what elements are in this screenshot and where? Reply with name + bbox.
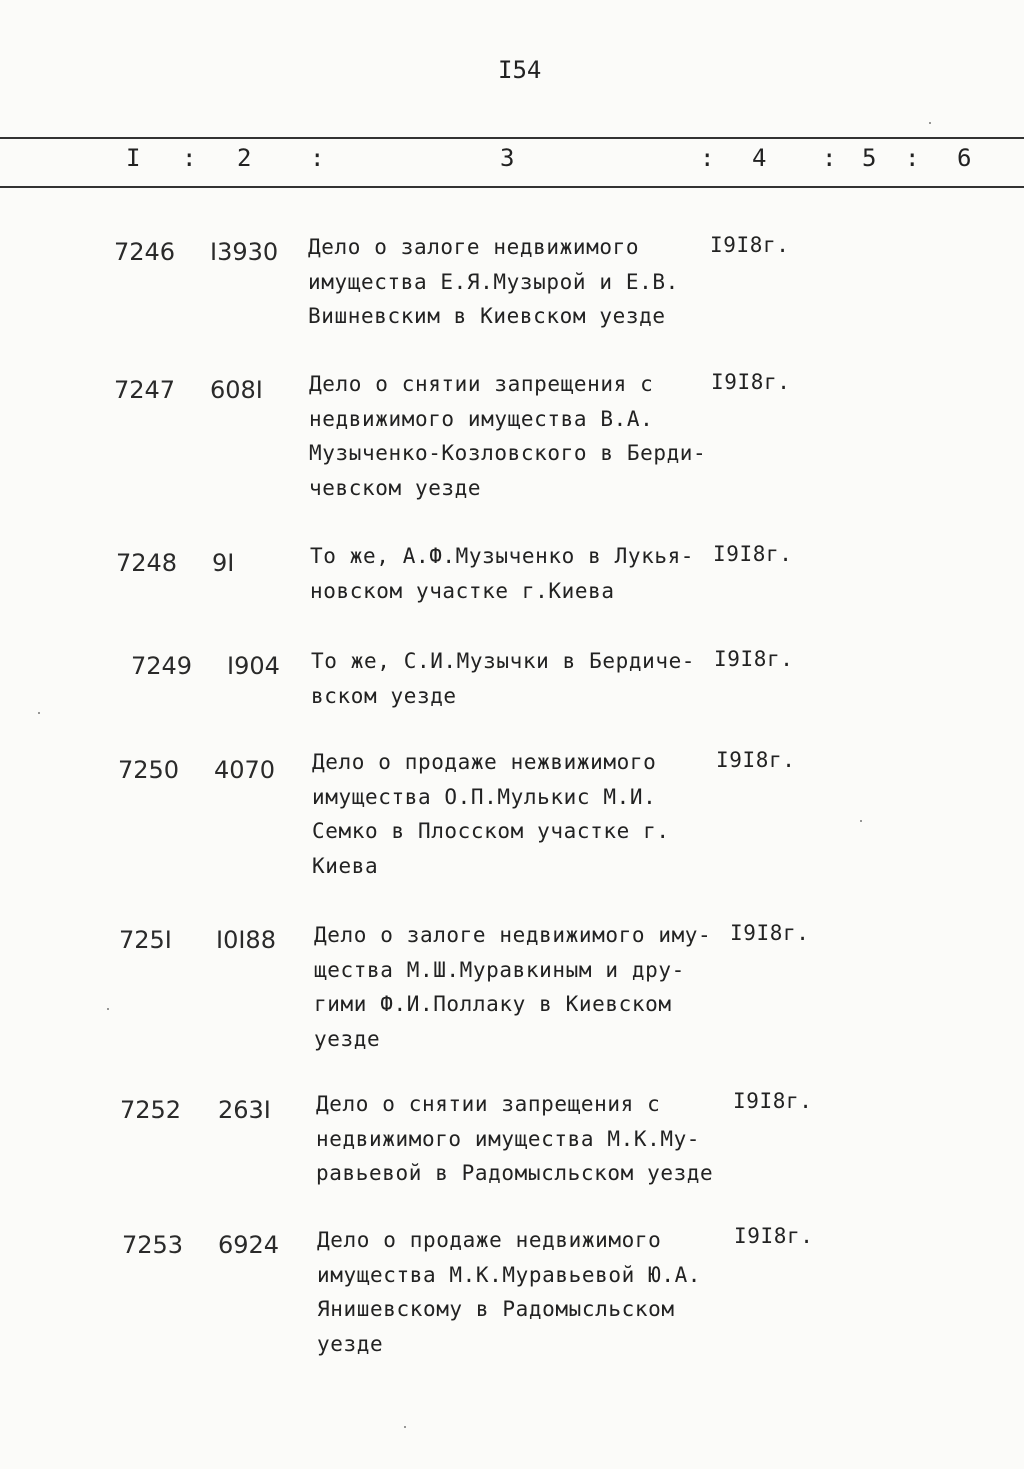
description-line: Янишевскому в Радомысльском bbox=[317, 1297, 675, 1321]
column-header-6: 6 bbox=[957, 144, 972, 172]
description-line: Киева bbox=[312, 853, 379, 878]
description-line: уезде bbox=[314, 1026, 381, 1051]
column-separator: : bbox=[310, 144, 325, 172]
entry-description bbox=[310, 539, 694, 608]
description-line: Вишневским в Киевском уезде bbox=[308, 304, 666, 328]
entry-date: I9I8г. bbox=[711, 370, 791, 394]
entry-description bbox=[311, 644, 695, 713]
description-line: равьевой в Радомысльском уезде bbox=[316, 1161, 714, 1185]
column-header-5: 5 bbox=[862, 144, 877, 172]
entry-date: I9I8г. bbox=[733, 1089, 813, 1113]
entry-description bbox=[316, 1087, 713, 1191]
entry-date: I9I8г. bbox=[713, 542, 793, 566]
header-top-rule bbox=[0, 137, 1024, 139]
entry-number: 7248 bbox=[116, 549, 178, 577]
column-separator: : bbox=[905, 144, 920, 172]
entry-code: 263I bbox=[218, 1096, 271, 1124]
description-line: недвижимого имущества М.К.Му- bbox=[316, 1126, 701, 1151]
entry-number: 7250 bbox=[118, 756, 180, 784]
description-line: Дело о залоге недвижимого bbox=[308, 235, 640, 259]
description-line: Дело о залоге недвижимого иму- bbox=[314, 923, 712, 947]
entry-date: I9I8г. bbox=[716, 748, 796, 772]
entry-code: I0I88 bbox=[216, 926, 276, 954]
entry-date: I9I8г. bbox=[714, 647, 794, 671]
entry-code: 608I bbox=[210, 376, 263, 404]
description-line: Музыченко-Козловского в Берди- bbox=[309, 441, 707, 465]
scan-speck bbox=[404, 1426, 406, 1428]
description-line: имущества О.П.Мулькис М.И. bbox=[312, 784, 657, 809]
entry-description bbox=[309, 367, 706, 505]
column-separator: : bbox=[182, 144, 197, 172]
description-line: То же, А.Ф.Музыченко в Лукья- bbox=[310, 544, 695, 568]
description-line: Семко в Плосском участке г. bbox=[312, 819, 670, 843]
entry-number: 7252 bbox=[120, 1096, 182, 1124]
entry-number: 7249 bbox=[131, 652, 193, 680]
description-line: Дело о снятии запрещения с bbox=[309, 372, 654, 396]
entry-description bbox=[314, 918, 711, 1056]
entry-number: 725I bbox=[119, 926, 172, 954]
column-header-2: 2 bbox=[237, 144, 252, 172]
description-line: новском участке г.Киева bbox=[310, 578, 615, 603]
entry-date: I9I8г. bbox=[710, 233, 790, 257]
entry-number: 7246 bbox=[114, 238, 176, 266]
description-line: имущества Е.Я.Музырой и Е.В. bbox=[308, 269, 679, 294]
description-line: гими Ф.И.Поллаку в Киевском bbox=[314, 992, 672, 1016]
column-header-3: 3 bbox=[500, 144, 515, 172]
entry-date: I9I8г. bbox=[730, 921, 810, 945]
column-separator: : bbox=[822, 144, 837, 172]
entry-code: 4070 bbox=[214, 756, 276, 784]
entry-description bbox=[312, 745, 670, 883]
scan-speck bbox=[107, 1008, 109, 1010]
description-line: Дело о продаже нежвижимого bbox=[312, 750, 657, 774]
description-line: Дело о снятии запрещения с bbox=[316, 1092, 661, 1116]
scan-speck bbox=[929, 122, 931, 124]
description-line: имущества М.К.Муравьевой Ю.А. bbox=[317, 1262, 702, 1287]
entry-code: 9I bbox=[212, 549, 235, 577]
description-line: недвижимого имущества В.А. bbox=[309, 406, 654, 431]
column-header-1: I bbox=[126, 144, 141, 172]
entry-code: I3930 bbox=[210, 238, 279, 266]
column-header-4: 4 bbox=[752, 144, 767, 172]
description-line: То же, С.И.Музычки в Бердиче- bbox=[311, 649, 696, 673]
entry-description bbox=[308, 230, 679, 334]
column-separator: : bbox=[700, 144, 715, 172]
description-line: щества М.Ш.Муравкиным и дру- bbox=[314, 957, 685, 982]
scan-speck bbox=[860, 820, 862, 822]
header-bottom-rule bbox=[0, 186, 1024, 188]
description-line: вском уезде bbox=[311, 683, 457, 708]
scan-speck bbox=[38, 712, 40, 714]
description-line: чевском уезде bbox=[309, 475, 482, 500]
entry-date: I9I8г. bbox=[734, 1224, 814, 1248]
description-line: уезде bbox=[317, 1331, 384, 1356]
entry-number: 7253 bbox=[122, 1231, 184, 1259]
page-number: I54 bbox=[498, 56, 542, 84]
entry-description bbox=[317, 1223, 701, 1361]
entry-number: 7247 bbox=[114, 376, 176, 404]
entry-code: 6924 bbox=[218, 1231, 280, 1259]
description-line: Дело о продаже недвижимого bbox=[317, 1228, 662, 1252]
entry-code: I904 bbox=[227, 652, 280, 680]
